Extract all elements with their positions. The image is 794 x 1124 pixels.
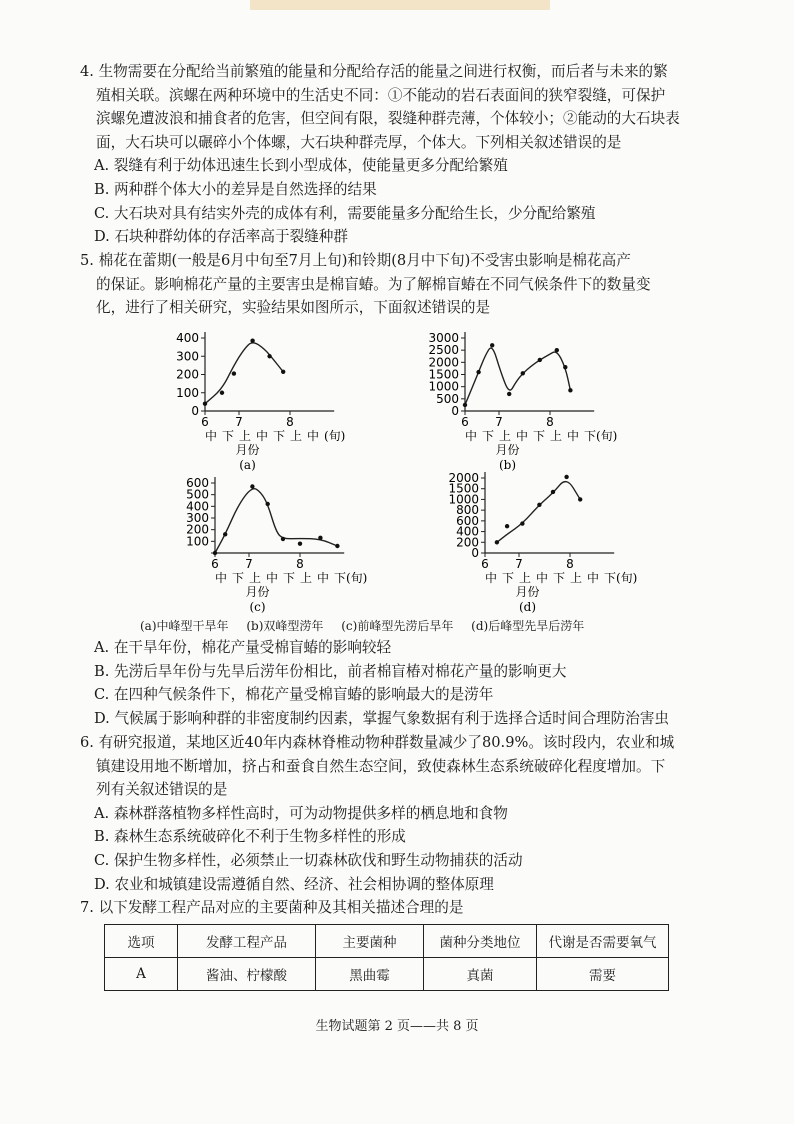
data-point	[537, 503, 541, 507]
q6-option-c: C. 保护生物多样性，必须禁止一切森林砍伐和野生动物捕获的活动	[94, 851, 523, 869]
x-axis-title: 月份	[235, 443, 260, 457]
x-tick-label: 上	[300, 571, 313, 585]
x-tick-label: 下	[283, 571, 296, 585]
x-tick-label: 中	[485, 571, 498, 585]
y-tick-label: 2000	[448, 471, 479, 485]
q4-line: 面，大石块可以碾碎小个体螺，大石块种群壳厚，个体大。下列相关叙述错误的是	[96, 133, 622, 151]
q5-option-c: C. 在四种气候条件下，棉花产量受棉盲蝽的影响最大的是涝年	[94, 686, 494, 704]
data-point	[463, 403, 467, 407]
chart-label: (c)	[249, 600, 266, 614]
chart-label: (b)	[498, 458, 517, 472]
chart-label: (a)	[239, 458, 256, 472]
q7-table	[104, 924, 669, 991]
data-point	[564, 475, 568, 479]
chart-a	[160, 328, 360, 472]
y-tick-label: 300	[186, 511, 209, 525]
table-header-cell: 代谢是否需要氧气	[537, 925, 669, 958]
q4-line: 4. 生物需要在分配给当前繁殖的能量和分配给存活的能量之间进行权衡，而后者与未来的繁	[80, 63, 668, 80]
y-tick-label: 300	[176, 349, 199, 364]
y-tick-label: 500	[436, 391, 459, 406]
y-tick-label: 1500	[448, 481, 479, 496]
y-tick-label: 0	[451, 404, 459, 418]
y-tick-label: 100	[186, 534, 209, 549]
x-tick-label: 上	[570, 571, 583, 585]
data-point	[578, 497, 582, 501]
data-point	[298, 541, 302, 545]
caption-a: (a)中峰型干旱年	[140, 619, 229, 633]
x-tick-label: 上	[550, 429, 563, 443]
q6-option-a: A. 森林群落植物多样性高时，可为动物提供多样的栖息地和食物	[94, 804, 508, 822]
q6-line: 列有关叙述错误的是	[96, 781, 228, 799]
q6-option-b: B. 森林生态系统破碎化不利于生物多样性的形成	[94, 828, 406, 846]
data-point	[250, 484, 254, 488]
x-tick-label: 下(旬)	[604, 571, 638, 585]
series-line	[205, 343, 283, 404]
q5-option-b: B. 先涝后旱年份与先旱后涝年份相比，前者棉盲椿对棉花产量的影响更大	[94, 662, 567, 680]
y-tick-label: 400	[186, 499, 209, 514]
x-tick-label: 下(旬)	[334, 571, 368, 585]
caption-b: (b)双峰型涝年	[246, 619, 324, 633]
page-footer: 生物试题第 2 页——共 8 页	[315, 1019, 479, 1034]
x-tick-label: 中	[516, 429, 529, 443]
month-label: 7	[495, 415, 503, 429]
question-5	[80, 249, 720, 320]
x-axis-title: 月份	[245, 585, 270, 599]
table-cell: 酱油、柠檬酸	[178, 958, 316, 991]
q7-stem: 7. 以下发酵工程产品对应的主要菌种及其相关描述合理的是	[80, 899, 464, 916]
x-axis-title: 月份	[515, 585, 540, 599]
data-point	[232, 371, 236, 375]
data-point	[223, 532, 227, 536]
y-tick-label: 200	[456, 535, 479, 550]
y-tick-label: 600	[456, 513, 479, 528]
chart-b-svg	[420, 328, 620, 472]
x-axis-title: 月份	[495, 443, 520, 457]
data-point	[281, 370, 285, 374]
table-header-cell: 选项	[105, 925, 178, 958]
x-tick-label: 中	[587, 571, 600, 585]
x-tick-label: 下	[533, 429, 546, 443]
y-tick-label: 200	[176, 367, 199, 382]
x-tick-label: 中	[317, 571, 330, 585]
month-label: 7	[235, 415, 243, 429]
table-header-cell: 菌种分类地位	[424, 925, 537, 958]
table-header-cell: 发酵工程产品	[178, 925, 316, 958]
data-point	[476, 370, 480, 374]
data-point	[490, 343, 494, 347]
q5-option-d: D. 气候属于影响种群的非密度制约因素，掌握气象数据有利于选择合适时间合理防治害虫	[94, 709, 670, 727]
y-tick-label: 1500	[428, 367, 459, 382]
q6-line: 6. 有研究报道，某地区近40年内森林脊椎动物种群数量减少了80.9%。该时段内，农业和城	[80, 734, 675, 751]
x-tick-label: 上	[249, 571, 262, 585]
x-tick-label: 下	[502, 571, 515, 585]
y-tick-label: 2000	[428, 355, 459, 370]
q4-line: 殖相关联。滨螺在两种环境中的生活史不同：①不能动的岩石表面间的狭窄裂缝，可保护	[96, 86, 666, 104]
data-point	[220, 391, 224, 395]
x-tick-label: 下(旬)	[584, 429, 618, 443]
x-tick-label: 下	[482, 429, 495, 443]
chart-c	[160, 468, 368, 617]
data-point	[267, 354, 271, 358]
series-line	[465, 348, 570, 405]
y-tick-label: 1000	[448, 492, 479, 507]
y-tick-label: 800	[456, 503, 479, 518]
month-label: 6	[211, 557, 219, 571]
data-point	[551, 490, 555, 494]
x-tick-label: 中	[307, 429, 320, 443]
q5-line: 5. 棉花在蕾期(一般是6月中旬至7月上旬)和铃期(8月中下旬)不受害虫影响是棉花高产	[80, 252, 631, 269]
month-label: 6	[481, 557, 489, 571]
month-label: 7	[515, 557, 523, 571]
table-cell: 黑曲霉	[316, 958, 424, 991]
q5-option-a: A. 在干旱年份，棉花产量受棉盲蝽的影响较轻	[94, 639, 392, 656]
q4-option-c: C. 大石块对具有结实外壳的成体有利，需要能量多分配给生长，少分配给繁殖	[94, 204, 596, 222]
q4-line: 滨螺免遭波浪和捕食者的危害，但空间有限，裂缝种群壳薄，个体较小；②能动的大石块表	[96, 110, 680, 128]
y-tick-label: 3000	[428, 331, 459, 345]
data-point	[495, 540, 499, 544]
month-label: 8	[286, 415, 294, 429]
y-tick-label: 2500	[428, 343, 459, 358]
question-7	[80, 896, 720, 920]
q4-option-b: B. 两种群个体大小的差异是自然选择的结果	[94, 180, 377, 198]
data-point	[507, 392, 511, 396]
chart-d	[420, 468, 640, 617]
x-tick-label: 中	[205, 429, 218, 443]
data-point	[521, 371, 525, 375]
y-tick-label: 100	[176, 385, 199, 400]
q4-option-a: A. 裂缝有利于幼体迅速生长到小型成体，使能量更多分配给繁殖	[94, 157, 508, 175]
chart-b	[420, 328, 620, 472]
data-point	[520, 521, 524, 525]
data-point	[335, 544, 339, 548]
x-tick-label: 下	[553, 571, 566, 585]
month-label: 8	[566, 557, 574, 571]
x-tick-label: 下	[232, 571, 245, 585]
chart-captions	[140, 617, 700, 634]
y-tick-label: 500	[186, 487, 209, 502]
month-label: 7	[245, 557, 253, 571]
x-tick-label: 下	[273, 429, 286, 443]
y-tick-label: 0	[191, 404, 199, 418]
q5-line: 的保证。影响棉花产量的主要害虫是棉盲蝽。为了解棉盲蝽在不同气候条件下的数量变	[96, 275, 651, 293]
x-tick-label: 中	[536, 571, 549, 585]
question-6	[80, 731, 720, 896]
x-tick-label: 上	[499, 429, 512, 443]
chart-c-svg	[160, 468, 368, 614]
x-tick-label: 中	[465, 429, 478, 443]
month-label: 6	[201, 415, 209, 429]
question-4	[80, 60, 720, 249]
data-point	[281, 537, 285, 541]
x-tick-label: 中	[215, 571, 228, 585]
data-point	[568, 388, 572, 392]
data-point	[213, 551, 217, 555]
table-row	[105, 958, 669, 991]
table-header-cell: 主要菌种	[316, 925, 424, 958]
caption-c: (c)前峰型先涝后旱年	[341, 619, 454, 633]
table-cell: 需要	[537, 958, 669, 991]
y-tick-label: 400	[176, 331, 199, 345]
y-tick-label: 400	[456, 524, 479, 539]
q4-option-d: D. 石块种群幼体的存活率高于裂缝种群	[94, 228, 348, 246]
chart-a-svg	[160, 328, 360, 472]
x-tick-label: 下	[222, 429, 235, 443]
month-label: 8	[546, 415, 554, 429]
q5-options	[80, 636, 720, 730]
data-point	[555, 348, 559, 352]
x-tick-label: 上	[239, 429, 252, 443]
table-cell: A	[105, 958, 178, 991]
table-header-row	[105, 925, 669, 958]
data-point	[250, 339, 254, 343]
scan-top-tint	[250, 0, 550, 10]
chart-d-svg	[420, 468, 640, 613]
x-tick-label: 中	[567, 429, 580, 443]
y-tick-label: 1000	[428, 379, 459, 394]
q5-line: 化，进行了相关研究，实验结果如图所示，下面叙述错误的是	[96, 299, 491, 317]
data-point	[266, 502, 270, 506]
data-point	[538, 358, 542, 362]
data-point	[563, 365, 567, 369]
month-label: 6	[461, 415, 469, 429]
y-tick-label: 200	[186, 522, 209, 537]
chart-label: (d)	[518, 600, 537, 614]
caption-d: (d)后峰型先旱后涝年	[471, 619, 585, 633]
y-tick-label: 600	[186, 476, 209, 490]
y-tick-label: 0	[471, 546, 479, 560]
series-line	[497, 482, 580, 543]
data-point	[318, 536, 322, 540]
month-label: 8	[296, 557, 304, 571]
x-tick-label: 中	[266, 571, 279, 585]
x-tick-label: 上	[290, 429, 303, 443]
data-point	[203, 402, 207, 406]
q6-option-d: D. 农业和城镇建设需遵循自然、经济、社会相协调的整体原理	[94, 875, 494, 893]
x-tick-label: 中	[256, 429, 269, 443]
series-line	[215, 489, 337, 553]
q6-line: 镇建设用地不断增加，挤占和蚕食自然生态空间，致使森林生态系统破碎化程度增加。下	[96, 757, 666, 775]
x-tick-label: (旬)	[324, 429, 346, 443]
table-cell: 真菌	[424, 958, 537, 991]
data-point	[505, 524, 509, 528]
x-tick-label: 上	[519, 571, 532, 585]
